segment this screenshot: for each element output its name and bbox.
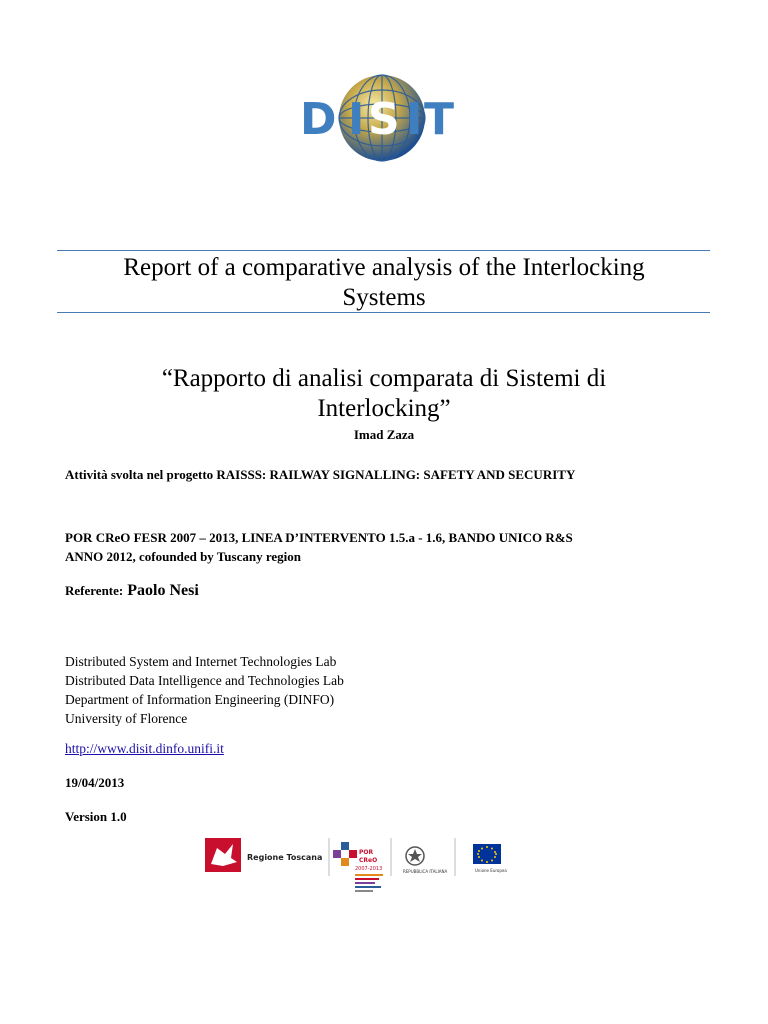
creo-label: CReO bbox=[359, 857, 378, 864]
italian-title-line-2: Interlocking” bbox=[317, 395, 451, 422]
por-label: POR bbox=[359, 849, 374, 856]
title-top-rule bbox=[57, 250, 710, 251]
document-date: 19/04/2013 bbox=[65, 775, 125, 790]
disit-logo-graphic bbox=[294, 70, 474, 166]
fesr-label: 2007-2013 bbox=[355, 866, 383, 872]
referente-label: Referente: bbox=[65, 583, 124, 598]
logo-letter-s: S bbox=[368, 94, 400, 145]
affiliation-line: Distributed Data Intelligence and Technologies Lab bbox=[65, 673, 344, 688]
italian-title-line-1: “Rapporto di analisi comparata di Sistemi di bbox=[161, 365, 607, 392]
disit-logo bbox=[294, 70, 474, 166]
referente bbox=[65, 582, 199, 600]
repubblica-label: REPUBBLICA ITALIANA bbox=[403, 869, 448, 874]
logo-letter-i: I bbox=[348, 94, 365, 145]
regione-toscana-logo bbox=[203, 836, 323, 896]
ue-label: Unione Europea bbox=[475, 868, 507, 873]
referente-name: Paolo Nesi bbox=[127, 582, 199, 599]
funding-line-2: ANNO 2012, cofounded by Tuscany region bbox=[65, 549, 301, 564]
title-line-2: Systems bbox=[342, 284, 426, 311]
repubblica-italiana-logo bbox=[403, 847, 448, 874]
activity-line: Attività svolta nel progetto RAISSS: RAILWAY SIGNALLING: SAFETY AND SECURITY bbox=[65, 467, 576, 482]
funding-line-1: POR CReO FESR 2007 – 2013, LINEA D’INTERVENTO 1.5.a - 1.6, BANDO UNICO R&S bbox=[65, 530, 573, 545]
regione-toscana-label: Regione Toscana bbox=[247, 853, 323, 862]
eu-flag-logo bbox=[473, 844, 507, 873]
logo-letter-i2: I bbox=[406, 94, 423, 145]
author-name: Imad Zaza bbox=[353, 427, 415, 442]
affiliation-line: University of Florence bbox=[65, 711, 188, 726]
affiliation-line: Department of Information Engineering (DINFO) bbox=[65, 692, 335, 707]
logo-letter-d: D bbox=[300, 94, 337, 145]
sponsor-logos bbox=[203, 836, 513, 898]
affiliation-line: Distributed System and Internet Technologies Lab bbox=[65, 654, 337, 669]
title-bottom-rule bbox=[57, 312, 710, 313]
por-creo-logo bbox=[333, 842, 383, 892]
logo-letter-t: T bbox=[424, 94, 455, 145]
title-line-1: Report of a comparative analysis of the Interlocking bbox=[123, 254, 645, 281]
website-link[interactable]: http://www.disit.dinfo.unifi.it bbox=[65, 741, 224, 756]
document-version: Version 1.0 bbox=[65, 809, 127, 824]
